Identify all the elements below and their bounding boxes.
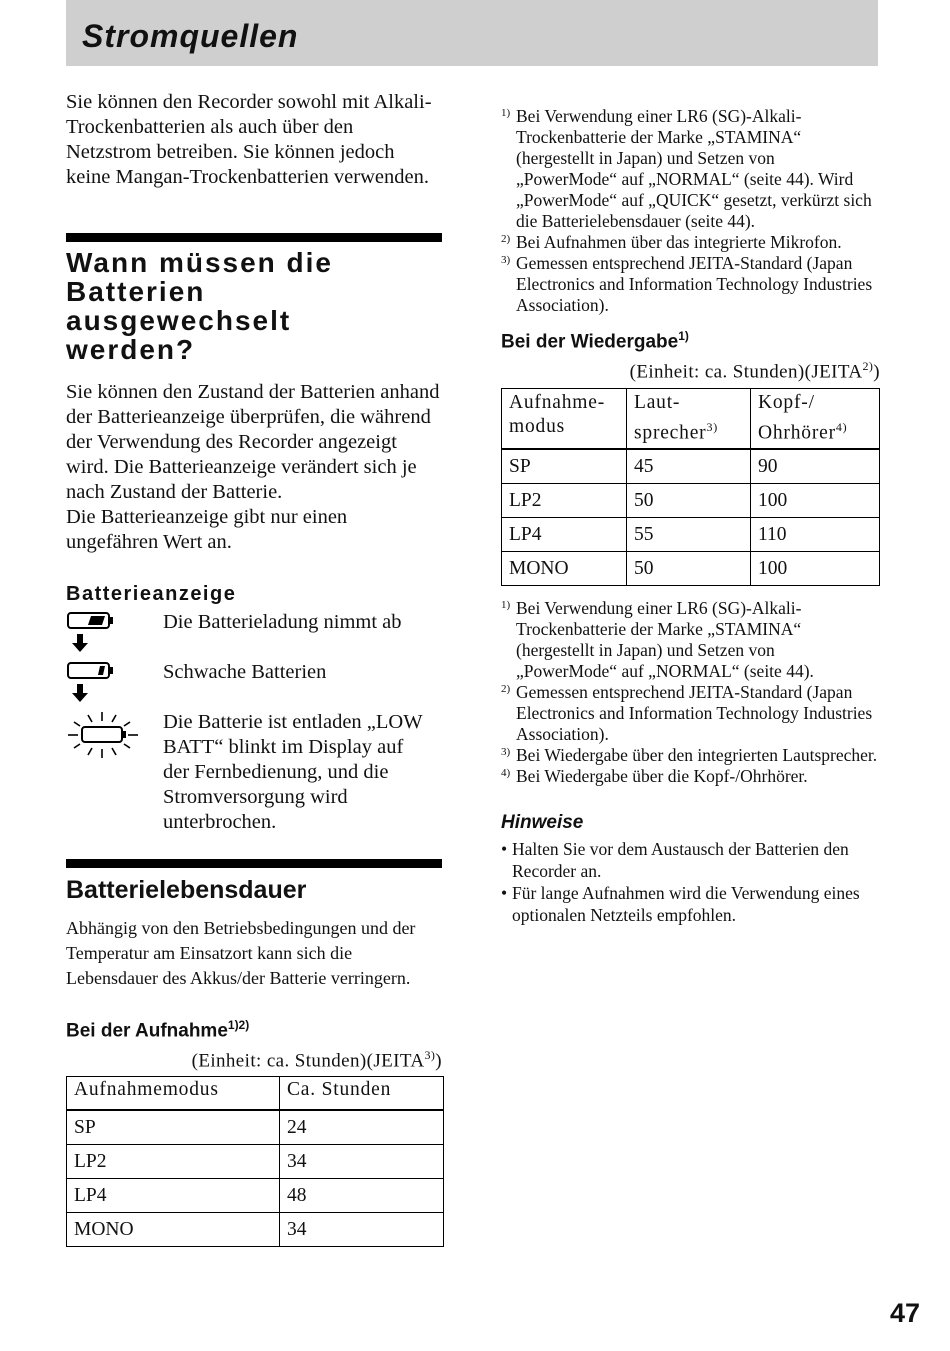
table-cell: 110 [751, 517, 880, 551]
footnote: 4) Bei Wiedergabe über die Kopf-/Ohrhörer. [501, 765, 808, 786]
table-row [67, 1178, 444, 1212]
battery-state-label: Die Batterieladung nimmt ab [163, 611, 402, 633]
table-header-row [502, 388, 880, 449]
section-rule [66, 859, 442, 868]
page-number: 47 [889, 1298, 920, 1328]
recording-title: Bei der Aufnahme$^{1)2)}$ [66, 1018, 250, 1042]
table-header-cell: Laut- sprecher$^{3)}$ [627, 388, 751, 449]
table-cell: 90 [751, 449, 880, 483]
playback-unit: (Einheit: ca. Stunden)(JEITA$^{2)}$) [629, 359, 880, 383]
table-cell: 34 [280, 1212, 444, 1246]
table-cell: 100 [751, 551, 880, 585]
table-cell: MONO [502, 551, 627, 585]
recording-unit: (Einheit: ca. Stunden)(JEITA$^{3)}$) [191, 1048, 442, 1072]
table-cell: 50 [627, 483, 751, 517]
footnote: 2) Bei Aufnahmen über das integrierte Mikrofon. [501, 232, 842, 252]
list-item: • Halten Sie vor dem Austausch der Batterien den Recorder an. [501, 838, 849, 881]
table-cell: 48 [280, 1178, 444, 1212]
table-cell: LP2 [502, 483, 627, 517]
playback-title: Bei der Wiedergabe$^{1)}$ [501, 329, 689, 353]
battery-life-text: Abhängig von den Betriebsbedingungen und der Temperatur am Einsatzort kann sich die Lebensdauer des Akkus/der Batterie verringern. [66, 918, 416, 988]
section-title-battery-life: Batterielebensdauer [66, 876, 307, 904]
table-cell: LP2 [67, 1144, 280, 1178]
table-header-cell: Kopf-/ Ohrhörer$^{4)}$ [751, 388, 880, 449]
list-item: • Für lange Aufnahmen wird die Verwendung eines optionalen Netzteils empfohlen. [501, 882, 860, 925]
table-cell: 50 [627, 551, 751, 585]
table-row [502, 517, 880, 551]
battery-weak-icon [66, 660, 163, 710]
table-cell: LP4 [67, 1178, 280, 1212]
table-cell: LP4 [502, 517, 627, 551]
table-cell: SP [67, 1110, 280, 1144]
footnote: 3) Bei Wiedergabe über den integrierten Lautsprecher. [501, 744, 878, 765]
page-title: Stromquellen [82, 18, 299, 54]
table-cell: 34 [280, 1144, 444, 1178]
recording-footnotes [501, 106, 880, 316]
playback-table [501, 388, 880, 586]
battery-state-3 [66, 710, 442, 835]
table-header-row [67, 1076, 444, 1110]
table-row [502, 449, 880, 483]
table-row [67, 1110, 444, 1144]
right-column [501, 106, 880, 926]
table-header-cell: Aufnahmemodus [67, 1076, 280, 1110]
footnote: 2) Gemessen entsprechend JEITA-Standard (Japan Electronics and Information Technology Industries Association). [501, 681, 873, 744]
battery-state-2 [66, 660, 442, 710]
recording-table [66, 1076, 444, 1247]
footnote: 1) Bei Verwendung einer LR6 (SG)-Alkali-Trockenbatterie der Marke „STAMINA“ (hergestellt in Japan) und Setzen von „PowerMode“ auf „NORMAL“ (seite 44). [501, 597, 814, 681]
table-row [67, 1144, 444, 1178]
table-cell: 24 [280, 1110, 444, 1144]
table-header-cell: Aufnahme- modus [502, 388, 627, 449]
section-title-battery-change: Wann müssen die Batterien ausgewechselt werden? [66, 247, 334, 365]
indicator-title: Batterieanzeige [66, 583, 237, 605]
table-row [502, 483, 880, 517]
section-rule [66, 233, 442, 242]
battery-state-label: Schwache Batterien [163, 661, 327, 683]
battery-change-text: Sie können den Zustand der Batterien anhand der Batterieanzeige überprüfen, die während der Verwendung des Recorder angezeigt wird. Die Batterieanzeige verändert sich je nach Zustand der Batterie. [66, 381, 440, 503]
table-row [502, 551, 880, 585]
table-cell: 100 [751, 483, 880, 517]
table-cell: 45 [627, 449, 751, 483]
notes-list [501, 838, 880, 926]
intro-text: Sie können den Recorder sowohl mit Alkali-Trockenbatterien als auch über den Netzstrom betreiben. Sie können jedoch keine Mangan-Trockenbatterien verwenden. [66, 91, 432, 188]
battery-change-text-2: Die Batterieanzeige gibt nur einen ungefähren Wert an. [66, 506, 348, 553]
table-header-cell: Ca. Stunden [280, 1076, 444, 1110]
table-row [67, 1212, 444, 1246]
playback-footnotes [501, 598, 880, 787]
battery-state-1 [66, 610, 442, 660]
footnote: 3) Gemessen entsprechend JEITA-Standard (Japan Electronics and Information Technology Industries Association). [501, 253, 873, 315]
battery-state-label: Die Batterie ist entladen „LOW BATT“ blinkt im Display auf der Fernbedienung, und die Stromversorgung wird unterbrochen. [163, 711, 423, 833]
notes-title: Hinweise [501, 811, 584, 833]
battery-empty-blinking-icon [66, 710, 163, 770]
table-cell: MONO [67, 1212, 280, 1246]
battery-decreasing-icon [66, 610, 163, 660]
footnote: 1) Bei Verwendung einer LR6 (SG)-Alkali-Trockenbatterie der Marke „STAMINA“ (hergestellt in Japan) und Setzen von „PowerMode“ auf „NORMAL“ (seite 44). Wird „PowerMode“ auf „QUICK“ gesetzt, verkürzt sich die Batterielebensdauer (seite 44). [501, 106, 872, 231]
table-cell: SP [502, 449, 627, 483]
table-cell: 55 [627, 517, 751, 551]
left-column [66, 90, 442, 1247]
